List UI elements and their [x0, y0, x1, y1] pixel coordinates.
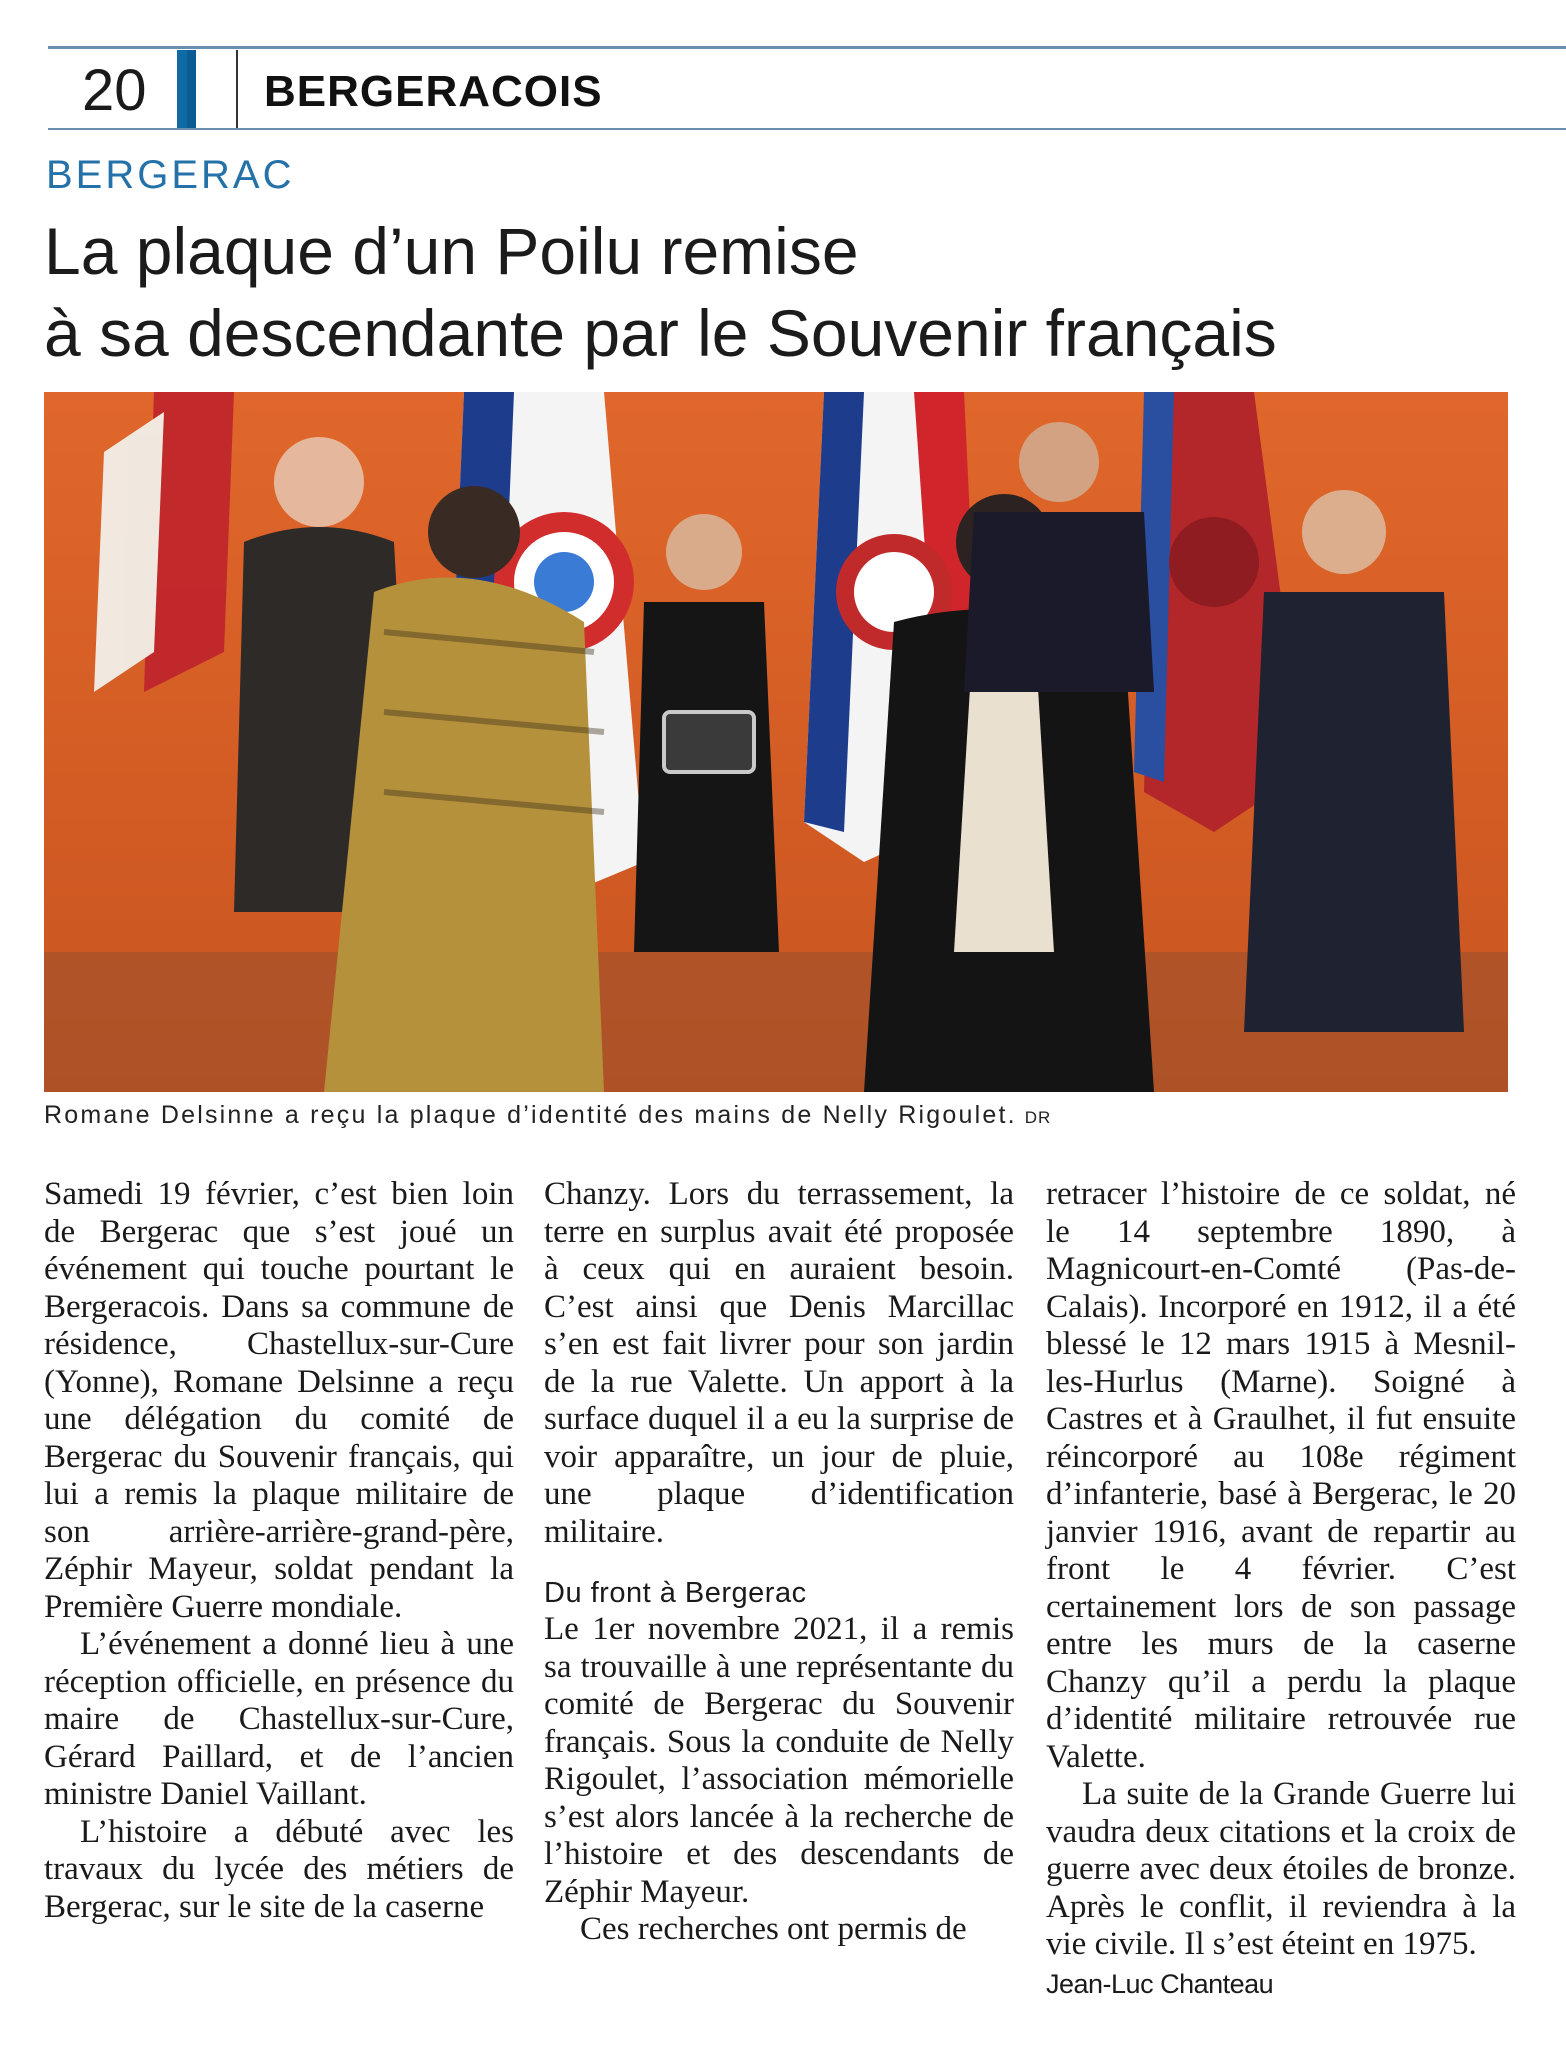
body-paragraph: Samedi 19 février, c’est bien loin de Bergerac que s’est joué un événement qui touche pourtant le Bergeracois. Dans sa commune de résidence, Chastellux-sur-Cure (Yonne), Romane Delsinne a reçu une délégation du comité de Bergerac du Souvenir français, qui lui a remis la plaque militaire de son arrière-arrière-grand-père, Zéphir Mayeur, soldat pendant la Première Guerre mondiale.: [44, 1176, 514, 1625]
article-column-3: [1046, 1176, 1516, 2002]
page-number: 20: [82, 58, 147, 123]
article-kicker: BERGERAC: [46, 153, 295, 197]
photo-caption: [44, 1100, 1051, 1133]
body-paragraph: Chanzy. Lors du terrassement, la terre en surplus avait été proposée à ceux qui en auraient besoin. C’est ainsi que Denis Marcillac s’en est fait livrer pour son jardin de la rue Valette. Un apport à la surface duquel il a eu la surprise de voir apparaître, un jour de pluie, une plaque d’identification militaire.: [544, 1176, 1014, 1550]
header-top-rule: [48, 46, 1566, 49]
plaque-frame: [664, 712, 754, 772]
caption-credit: DR: [1024, 1108, 1052, 1127]
body-paragraph: L’histoire a débuté avec les travaux du lycée des métiers de Bergerac, sur le site de la caserne: [44, 1813, 514, 1925]
caption-text: Romane Delsinne a reçu la plaque d’identité des mains de Nelly Rigoulet.: [44, 1101, 1017, 1129]
section-name: BERGERACOIS: [264, 67, 603, 116]
ceremony-photo-illustration: [44, 392, 1508, 1092]
article-headline: [44, 210, 1544, 374]
body-paragraph: La suite de la Grande Guerre lui vaudra deux citations et la croix de guerre avec deux étoiles de bronze. Après le conflit, il reviendra à la vie civile. Il s’est éteint en 1975.: [1046, 1776, 1516, 1962]
headline-line-1: La plaque d’un Poilu remise: [44, 214, 859, 288]
headline-line-2: à sa descendante par le Souvenir français: [44, 296, 1277, 370]
article-subhead: Du front à Bergerac: [544, 1577, 807, 1609]
page-header: [48, 50, 1566, 128]
header-accent-bar: [177, 50, 187, 128]
body-paragraph: retracer l’histoire de ce soldat, né le 14 septembre 1890, à Magnicourt-en-Comté (Pas-de-Calais). Incorporé en 1912, il a été blessé le 12 mars 1915 à Mesnil-les-Hurlus (Marne). Soigné à Castres et à Graulhet, il fut ensuite réincorporé au 108e régiment d’infanterie, basé à Bergerac, le 20 janvier 1916, avant de repartir au front le 4 février. C’est certainement lors de son passage entre les murs de la caserne Chanzy qu’il a perdu la plaque d’identité militaire retrouvée rue Valette.: [1046, 1176, 1516, 1775]
article-photo: [44, 392, 1508, 1092]
header-bottom-rule: [48, 128, 1566, 130]
body-paragraph: Ces recherches ont permis de: [580, 1911, 967, 1947]
article-author: Jean-Luc Chanteau: [1046, 1968, 1274, 1999]
article-column-1: [44, 1176, 514, 1926]
header-divider: [236, 50, 238, 130]
body-paragraph: Le 1er novembre 2021, il a remis sa trouvaille à une représentante du comité de Bergerac du Souvenir français. Sous la conduite de Nelly Rigoulet, l’association mémorielle s’est alors lancée à la recherche de l’histoire et des descendants de Zéphir Mayeur.: [544, 1611, 1014, 1910]
body-paragraph: L’événement a donné lieu à une réception officielle, en présence du maire de Chastellux-sur-Cure, Gérard Paillard, et de l’ancien ministre Daniel Vaillant.: [44, 1626, 514, 1812]
article-column-2: [544, 1176, 1014, 1949]
header-accent-bar-shade: [187, 50, 196, 128]
